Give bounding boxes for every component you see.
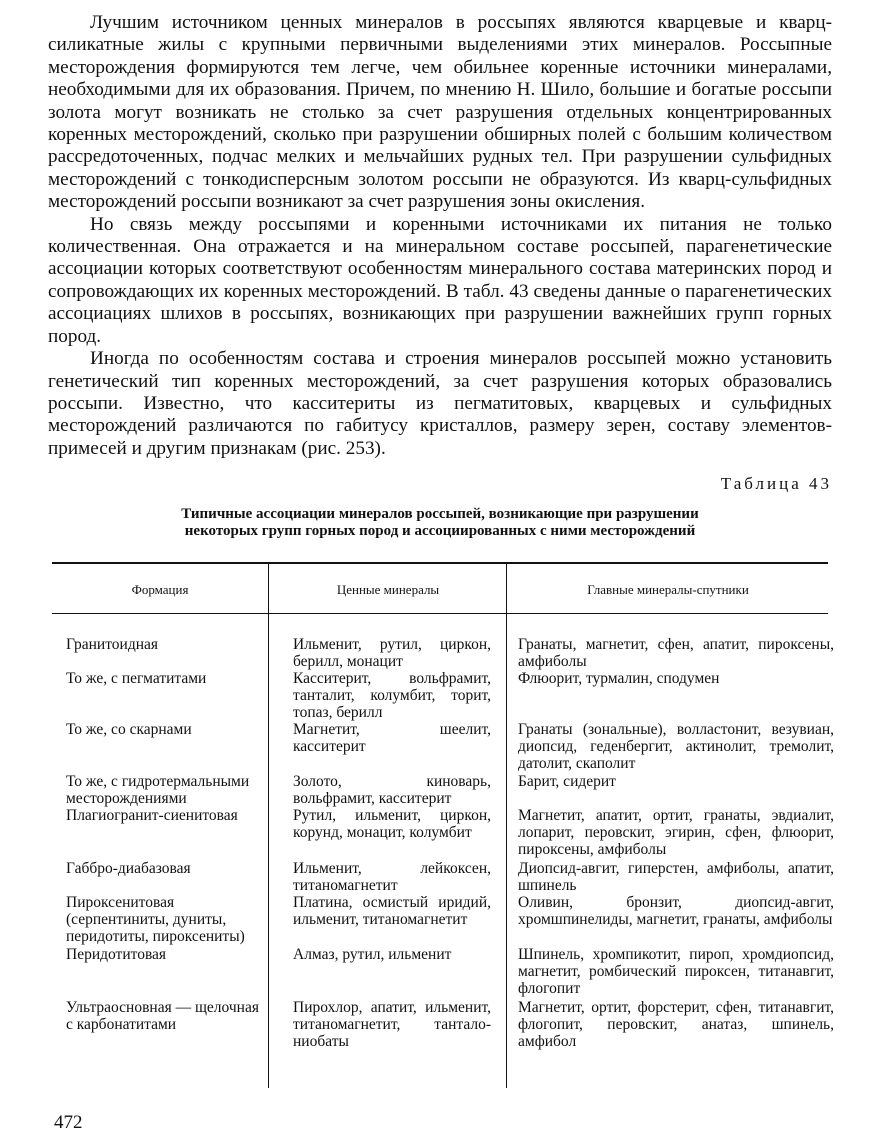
cell-valuable: Магнетит, шеелит, касситерит (293, 721, 491, 756)
cell-companions: Барит, сидерит (518, 773, 616, 791)
page-content (48, 12, 832, 1088)
cell-valuable: Золото, киноварь, вольфрамит, касситерит (293, 773, 491, 808)
cell-companions: Гранаты (зональные), волластонит, везувиан, диопсид, геденбергит, актинолит, тремолит, датолит, скаполит (518, 721, 834, 773)
cell-formation: То же, с пегматитами (66, 670, 207, 688)
cell-formation: То же, с гидротермальными месторождениями (66, 773, 250, 808)
cell-companions: Шпинель, хромпикотит, пироп, хромдиопсид, магнетит, ромбический пироксен, титанавгит, флогопит (518, 946, 834, 998)
cell-companions: Гранаты, магнетит, сфен, апатит, пироксены, амфиболы (518, 636, 834, 671)
cell-companions: Магнетит, апатит, ортит, гранаты, эвдиалит, лопарит, перовскит, эгирин, сфен, флюорит, пироксены, амфиболы (518, 807, 834, 859)
cell-formation: Пироксенитовая (серпентиниты, дуниты, перидотиты, пироксениты) (66, 894, 245, 946)
column-divider-2 (506, 564, 507, 1088)
paragraph-1: Лучшим источником ценных минералов в россыпях являются кварцевые и кварц-силикатные жилы с крупными первичными выделениями этих минералов. Россыпные месторождения формируются тем легче, чем обильнее коренные источники минералами, необходимыми для их образования. Причем, по мнению Н. Шило, большие и богатые россыпи золота могут возникать не столько за счет разрушения отдельных концентрированных коренных месторождений, сколько при разрушении обширных полей с большим количеством рассредоточенных, подчас мелких и мельчайших рудных тел. При разрушении сульфидных месторождений с тонкодисперсным золотом россыпи не образуются. Из кварц-сульфидных месторождений россыпи возникают за счет разрушения зоны окисления. (48, 12, 832, 213)
cell-valuable: Ильменит, лейкоксен, титаномагнетит (293, 860, 491, 895)
paragraph-3: Иногда по особенностям состава и строения минералов россыпей можно установить генетический тип коренных месторождений, за счет разрушения которых образовались россыпи. Известно, что касситериты из пегматитовых, кварцевых и сульфидных месторождений различаются по габитусу кристаллов, размеру зерен, составу элементов-примесей и другим признакам (рис. 253). (48, 348, 832, 459)
cell-formation: То же, со скарнами (66, 721, 192, 739)
cell-valuable: Платина, осмистый иридий, ильменит, титаномагнетит (293, 894, 491, 929)
header-companion-minerals: Главные минералы-спутники (587, 582, 749, 598)
column-divider-1 (268, 564, 269, 1088)
cell-formation: Плагиогранит-сиенитовая (66, 807, 238, 825)
cell-formation: Ультраосновная — щелочная с карбонатитами (66, 999, 259, 1034)
cell-formation: Габбро-диабазовая (66, 860, 191, 878)
table-title-line-2: некоторых групп горных пород и ассоциированных с ними месторождений (184, 523, 696, 540)
table-title-line-1: Типичные ассоциации минералов россыпей, возникающие при разрушении (181, 506, 699, 523)
cell-valuable: Алмаз, рутил, ильменит (293, 946, 452, 964)
cell-companions: Магнетит, ортит, форстерит, сфен, титанавгит, флогопит, перовскит, анатаз, шпинель, амфибол (518, 999, 834, 1051)
cell-valuable: Касситерит, вольфрамит, танталит, колумбит, торит, топаз, берилл (293, 670, 491, 722)
cell-formation: Гранитоидная (66, 636, 159, 654)
paragraph-2: Но связь между россыпями и коренными источниками их питания не только количественная. Она отражается и на минеральном составе россыпей, парагенетические ассоциации которых соответствуют особенностям минерального состава материнских пород и сопровождающих их коренных месторождений. В табл. 43 сведены данные о парагенетических ассоциациях шлихов в россыпях, возникающих при разрушении важнейших групп горных пород. (48, 213, 832, 347)
header-valuable-minerals: Ценные минералы (336, 582, 440, 598)
table-title (48, 506, 832, 540)
table-label: Таблица 43 (720, 474, 832, 494)
cell-valuable: Ильменит, рутил, циркон, берилл, монацит (293, 636, 491, 671)
header-formation: Формация (131, 582, 189, 598)
cell-companions: Флюорит, турмалин, сподумен (518, 670, 720, 688)
page-number: 472 (54, 1112, 83, 1133)
cell-valuable: Пирохлор, апатит, ильменит, титаномагнетит, тантало-ниобаты (293, 999, 491, 1051)
cell-companions: Оливин, бронзит, диопсид-авгит, хромшпинелиды, магнетит, гранаты, амфиболы (518, 894, 834, 929)
cell-valuable: Рутил, ильменит, циркон, корунд, монацит, колумбит (293, 807, 491, 842)
table-top-rule (52, 562, 828, 564)
cell-formation: Перидотитовая (66, 946, 167, 964)
table-header-rule (52, 613, 828, 614)
minerals-table (48, 562, 832, 1088)
cell-companions: Диопсид-авгит, гиперстен, амфиболы, апатит, шпинель (518, 860, 834, 895)
